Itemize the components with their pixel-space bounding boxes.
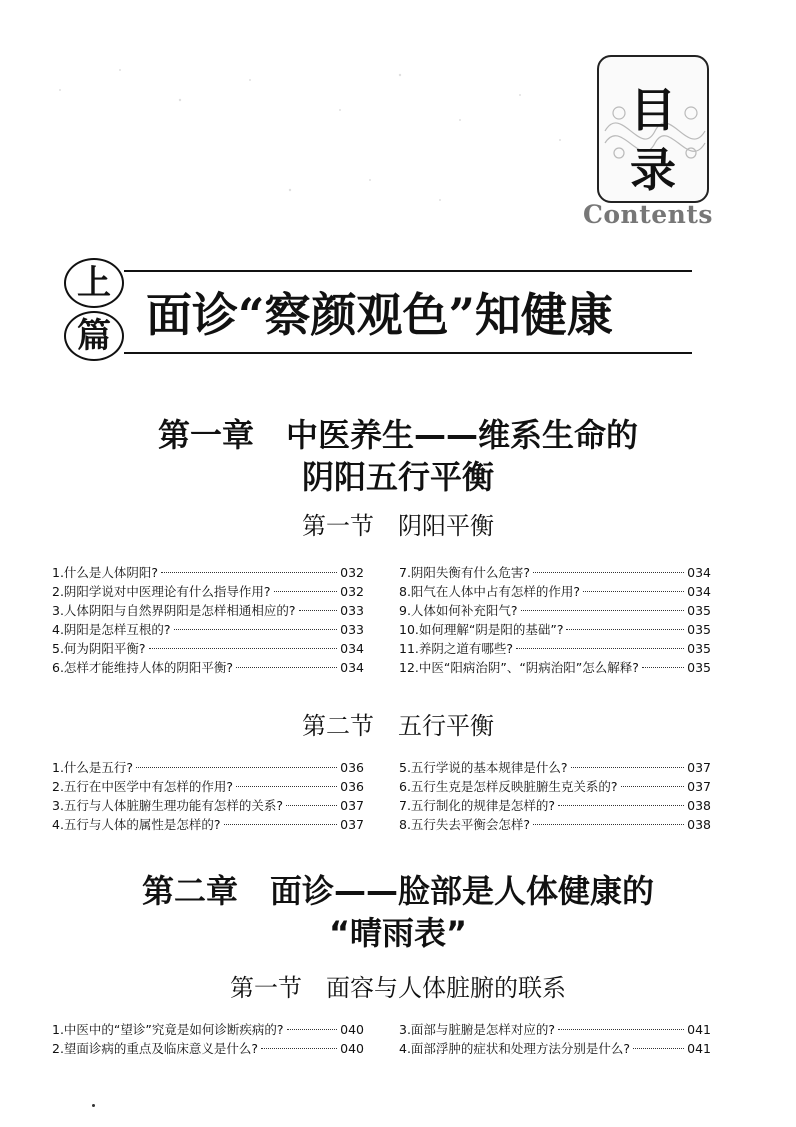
toc-entry[interactable]: [399, 658, 711, 677]
toc-entry-page: 033: [340, 622, 364, 637]
toc-entry-page: 035: [687, 622, 711, 637]
part-rule-top: [124, 270, 692, 272]
toc-entry[interactable]: [399, 815, 711, 834]
toc-entry-title: 10.如何理解“阴是阳的基础”?: [399, 622, 564, 637]
toc-leader-dots: [533, 824, 684, 825]
toc-leader-dots: [621, 786, 685, 787]
toc-entry-title: 1.什么是五行?: [52, 760, 134, 775]
toc-leader-dots: [516, 648, 684, 649]
toc-leader-dots: [299, 610, 338, 611]
toc-entry-title: 8.五行失去平衡会怎样?: [399, 817, 531, 832]
toc-leader-dots: [521, 610, 685, 611]
toc-entry-title: 4.面部浮肿的症状和处理方法分别是什么?: [399, 1041, 631, 1056]
background-texture: [40, 60, 580, 210]
toc-entry-page: 035: [687, 603, 711, 618]
toc-leader-dots: [136, 767, 337, 768]
toc-entry[interactable]: [52, 1020, 364, 1039]
toc-leader-dots: [633, 1048, 684, 1049]
toc-list: [399, 758, 711, 834]
toc-entry[interactable]: [52, 563, 364, 582]
toc-entry-page: 032: [340, 565, 364, 580]
toc-entry-title: 8.阳气在人体中占有怎样的作用?: [399, 584, 581, 599]
toc-entry[interactable]: [399, 620, 711, 639]
toc-entry-page: 038: [687, 798, 711, 813]
toc-leader-dots: [583, 591, 684, 592]
toc-entry[interactable]: [52, 582, 364, 601]
part-title: 面诊“察颜观色”知健康: [146, 288, 613, 342]
toc-entry[interactable]: [399, 1020, 711, 1039]
chapter-1-section-2-title: 第二节 五行平衡: [302, 712, 494, 740]
toc-leader-dots: [161, 572, 337, 573]
toc-entry[interactable]: [52, 1039, 364, 1058]
toc-entry-title: 11.养阴之道有哪些?: [399, 641, 514, 656]
toc-entry-title: 3.五行与人体脏腑生理功能有怎样的关系?: [52, 798, 284, 813]
toc-entry[interactable]: [399, 563, 711, 582]
toc-entry[interactable]: [399, 601, 711, 620]
toc-entry-page: 034: [687, 565, 711, 580]
toc-leader-dots: [236, 667, 337, 668]
toc-entry-title: 9.人体如何补充阳气?: [399, 603, 518, 618]
toc-entry-title: 3.面部与脏腑是怎样对应的?: [399, 1022, 556, 1037]
toc-leader-dots: [261, 1048, 337, 1049]
toc-leader-dots: [533, 572, 684, 573]
chapter-1-title-line-2: 阴阳五行平衡: [301, 458, 494, 496]
toc-entry-page: 036: [340, 779, 364, 794]
toc-entry[interactable]: [399, 777, 711, 796]
toc-leader-dots: [558, 805, 684, 806]
toc-entry[interactable]: [399, 639, 711, 658]
toc-entry[interactable]: [52, 815, 364, 834]
toc-entry[interactable]: [52, 639, 364, 658]
toc-entry-title: 1.什么是人体阴阳?: [52, 565, 159, 580]
toc-entry-title: 4.阴阳是怎样互根的?: [52, 622, 171, 637]
toc-leader-dots: [286, 805, 337, 806]
toc-entry-title: 5.何为阴阳平衡?: [52, 641, 146, 656]
part-char-1: 上: [64, 258, 124, 308]
toc-entry-page: 037: [340, 817, 364, 832]
toc-entry[interactable]: [399, 1039, 711, 1058]
toc-entry-page: 038: [687, 817, 711, 832]
toc-entry[interactable]: [52, 796, 364, 815]
toc-entry-title: 6.五行生克是怎样反映脏腑生克关系的?: [399, 779, 618, 794]
toc-entry-page: 037: [340, 798, 364, 813]
toc-entry-title: 7.五行制化的规律是怎样的?: [399, 798, 556, 813]
chapter-2-section-1-title: 第一节 面容与人体脏腑的联系: [230, 974, 566, 1002]
mulu-char-1: 目: [630, 83, 676, 137]
toc-entry-title: 2.阴阳学说对中医理论有什么指导作用?: [52, 584, 271, 599]
toc-leader-dots: [174, 629, 338, 630]
toc-list: [52, 1020, 364, 1058]
toc-entry-page: 037: [687, 779, 711, 794]
toc-entry-page: 037: [687, 760, 711, 775]
toc-leader-dots: [149, 648, 338, 649]
toc-entry-page: 041: [687, 1022, 711, 1037]
contents-badge: [597, 55, 709, 203]
toc-list: [399, 1020, 711, 1058]
part-rule-bottom: [124, 352, 692, 354]
toc-entry[interactable]: [52, 601, 364, 620]
chapter-1-title: [60, 414, 736, 498]
toc-list: [52, 563, 364, 677]
mulu-char-2: 录: [630, 143, 676, 197]
toc-entry-title: 4.五行与人体的属性是怎样的?: [52, 817, 221, 832]
toc-entry-page: 036: [340, 760, 364, 775]
contents-label: Contents: [582, 200, 713, 229]
toc-leader-dots: [566, 629, 684, 630]
toc-leader-dots: [642, 667, 684, 668]
toc-entry[interactable]: [52, 758, 364, 777]
chapter-2-title: [60, 870, 736, 954]
toc-entry-title: 5.五行学说的基本规律是什么?: [399, 760, 568, 775]
chapter-1-title-line-1: 第一章 中医养生——维系生命的: [157, 416, 638, 454]
toc-leader-dots: [224, 824, 338, 825]
toc-entry-page: 035: [687, 660, 711, 675]
toc-entry-page: 034: [340, 660, 364, 675]
toc-leader-dots: [571, 767, 685, 768]
chapter-2-title-line-2: “晴雨表”: [328, 914, 468, 952]
toc-entry-title: 12.中医“阳病治阴”、“阴病治阳”怎么解释?: [399, 660, 639, 675]
toc-leader-dots: [558, 1029, 684, 1030]
page-mark: [92, 1104, 95, 1107]
toc-entry-page: 041: [687, 1041, 711, 1056]
toc-entry[interactable]: [52, 777, 364, 796]
toc-entry-title: 1.中医中的“望诊”究竟是如何诊断疾病的?: [52, 1022, 284, 1037]
toc-entry-title: 7.阴阳失衡有什么危害?: [399, 565, 531, 580]
toc-entry[interactable]: [399, 796, 711, 815]
toc-entry-page: 034: [340, 641, 364, 656]
toc-entry-page: 033: [340, 603, 364, 618]
toc-entry-page: 034: [687, 584, 711, 599]
toc-entry-title: 2.五行在中医学中有怎样的作用?: [52, 779, 234, 794]
toc-leader-dots: [287, 1029, 338, 1030]
toc-list: [52, 758, 364, 834]
toc-entry[interactable]: [399, 758, 711, 777]
toc-entry-page: 040: [340, 1022, 364, 1037]
toc-entry-title: 3.人体阴阳与自然界阴阳是怎样相通相应的?: [52, 603, 296, 618]
chapter-2-title-line-1: 第二章 面诊——脸部是人体健康的: [141, 872, 654, 910]
toc-leader-dots: [236, 786, 337, 787]
toc-leader-dots: [274, 591, 338, 592]
toc-entry[interactable]: [399, 582, 711, 601]
part-char-2: 篇: [64, 311, 124, 361]
toc-entry[interactable]: [52, 658, 364, 677]
toc-entry-page: 032: [340, 584, 364, 599]
toc-entry-title: 2.望面诊病的重点及临床意义是什么?: [52, 1041, 259, 1056]
chapter-1-section-1-title: 第一节 阴阳平衡: [302, 512, 494, 540]
toc-entry-page: 035: [687, 641, 711, 656]
toc-entry[interactable]: [52, 620, 364, 639]
toc-entry-title: 6.怎样才能维持人体的阴阳平衡?: [52, 660, 234, 675]
toc-entry-page: 040: [340, 1041, 364, 1056]
toc-list: [399, 563, 711, 677]
